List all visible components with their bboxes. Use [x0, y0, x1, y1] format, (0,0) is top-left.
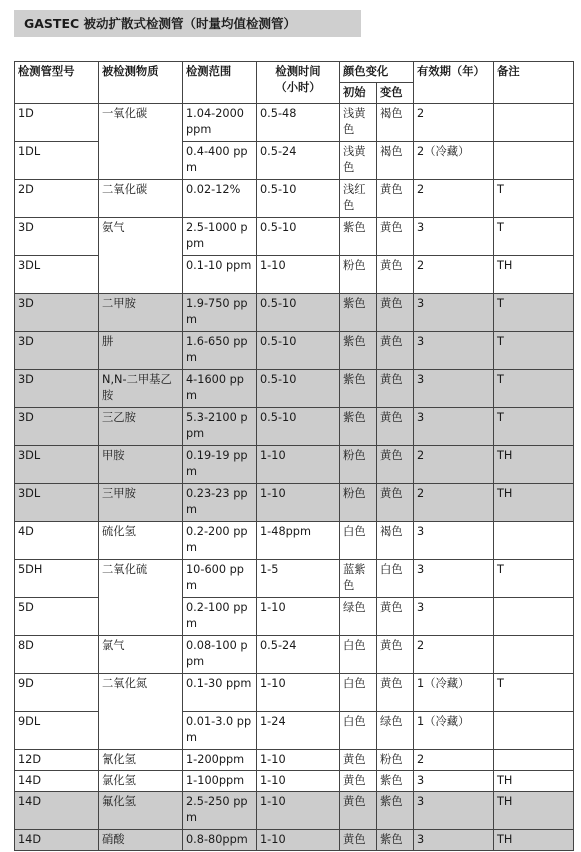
cell-color-changed: 紫色 — [377, 830, 414, 851]
cell-color-changed: 黄色 — [377, 598, 414, 636]
cell-color-changed: 黄色 — [377, 484, 414, 522]
cell-time: 1-10 — [257, 484, 340, 522]
cell-color-changed: 黄色 — [377, 332, 414, 370]
cell-substance: 二氧化硫 — [99, 560, 183, 636]
cell-model: 3D — [15, 408, 99, 446]
table-row — [15, 180, 574, 218]
cell-shelf-life: 3 — [414, 294, 494, 332]
cell-range: 0.02-12% — [183, 180, 257, 218]
table-row — [15, 560, 574, 598]
table-body — [15, 104, 574, 851]
cell-remark: T — [494, 408, 574, 446]
cell-remark — [494, 636, 574, 674]
cell-model: 3D — [15, 332, 99, 370]
cell-range: 0.8-80ppm — [183, 830, 257, 851]
cell-range: 0.2-100 ppm — [183, 598, 257, 636]
cell-color-changed: 黄色 — [377, 636, 414, 674]
cell-shelf-life: 3 — [414, 771, 494, 792]
cell-model: 9D — [15, 674, 99, 712]
cell-color-initial: 粉色 — [340, 484, 377, 522]
cell-remark — [494, 142, 574, 180]
cell-time: 1-10 — [257, 598, 340, 636]
cell-color-initial: 浅黄色 — [340, 142, 377, 180]
cell-substance: 肼 — [99, 332, 183, 370]
table-row — [15, 598, 574, 636]
cell-shelf-life: 2（冷藏） — [414, 142, 494, 180]
cell-shelf-life: 2 — [414, 104, 494, 142]
table-row — [15, 674, 574, 712]
cell-substance: 硫化氢 — [99, 522, 183, 560]
cell-shelf-life: 3 — [414, 408, 494, 446]
cell-time: 1-24 — [257, 712, 340, 750]
cell-shelf-life: 1（冷藏） — [414, 674, 494, 712]
cell-range: 0.4-400 ppm — [183, 142, 257, 180]
cell-color-changed: 紫色 — [377, 771, 414, 792]
cell-remark: T — [494, 370, 574, 408]
cell-remark: TH — [494, 771, 574, 792]
cell-color-changed: 黄色 — [377, 218, 414, 256]
cell-shelf-life: 3 — [414, 522, 494, 560]
detector-tube-table — [14, 61, 574, 851]
cell-color-initial: 黄色 — [340, 792, 377, 830]
cell-remark: TH — [494, 256, 574, 294]
cell-color-initial: 粉色 — [340, 256, 377, 294]
cell-shelf-life: 1（冷藏） — [414, 712, 494, 750]
cell-time: 1-10 — [257, 446, 340, 484]
cell-model: 3DL — [15, 484, 99, 522]
table-row — [15, 104, 574, 142]
header-color-changed: 变色 — [377, 83, 414, 104]
table-row — [15, 830, 574, 851]
cell-model: 5D — [15, 598, 99, 636]
cell-shelf-life: 3 — [414, 792, 494, 830]
cell-color-changed: 紫色 — [377, 792, 414, 830]
cell-color-initial: 粉色 — [340, 446, 377, 484]
cell-color-changed: 褐色 — [377, 104, 414, 142]
cell-shelf-life: 2 — [414, 256, 494, 294]
header-time-label: 检测时间 — [275, 65, 321, 78]
cell-color-initial: 黄色 — [340, 830, 377, 851]
cell-remark: TH — [494, 830, 574, 851]
cell-range: 5.3-2100 ppm — [183, 408, 257, 446]
cell-substance: 氨气 — [99, 218, 183, 294]
cell-color-changed: 黄色 — [377, 256, 414, 294]
header-range: 检测范围 — [183, 62, 257, 104]
cell-range: 0.19-19 ppm — [183, 446, 257, 484]
cell-color-initial: 白色 — [340, 712, 377, 750]
cell-substance: 氯气 — [99, 636, 183, 674]
cell-range: 1.9-750 ppm — [183, 294, 257, 332]
cell-model: 3D — [15, 370, 99, 408]
cell-color-changed: 黄色 — [377, 674, 414, 712]
cell-model: 1D — [15, 104, 99, 142]
cell-time: 0.5-10 — [257, 408, 340, 446]
cell-time: 0.5-10 — [257, 332, 340, 370]
cell-time: 0.5-10 — [257, 218, 340, 256]
cell-color-changed: 粉色 — [377, 750, 414, 771]
table-row — [15, 256, 574, 294]
cell-model: 14D — [15, 792, 99, 830]
cell-color-changed: 褐色 — [377, 522, 414, 560]
cell-range: 1-100ppm — [183, 771, 257, 792]
cell-remark — [494, 750, 574, 771]
cell-substance: 硝酸 — [99, 830, 183, 851]
cell-shelf-life: 2 — [414, 636, 494, 674]
table-row — [15, 771, 574, 792]
table-row — [15, 636, 574, 674]
cell-color-changed: 白色 — [377, 560, 414, 598]
cell-shelf-life: 3 — [414, 332, 494, 370]
cell-range: 0.08-100 ppm — [183, 636, 257, 674]
cell-color-changed: 黄色 — [377, 180, 414, 218]
cell-time: 0.5-24 — [257, 636, 340, 674]
cell-substance: 氟化氢 — [99, 792, 183, 830]
header-time-unit: （小时） — [275, 81, 321, 94]
cell-color-initial: 紫色 — [340, 370, 377, 408]
table-row — [15, 408, 574, 446]
cell-range: 4-1600 ppm — [183, 370, 257, 408]
cell-range: 0.1-10 ppm — [183, 256, 257, 294]
cell-model: 14D — [15, 771, 99, 792]
cell-color-initial: 浅黄色 — [340, 104, 377, 142]
cell-remark: T — [494, 294, 574, 332]
cell-time: 1-10 — [257, 674, 340, 712]
cell-model: 3DL — [15, 256, 99, 294]
cell-range: 1.04-2000 ppm — [183, 104, 257, 142]
cell-model: 12D — [15, 750, 99, 771]
cell-time: 1-10 — [257, 830, 340, 851]
cell-range: 0.1-30 ppm — [183, 674, 257, 712]
cell-remark: TH — [494, 484, 574, 522]
table-row — [15, 294, 574, 332]
cell-color-initial: 白色 — [340, 674, 377, 712]
header-color-initial: 初始 — [340, 83, 377, 104]
cell-model: 3DL — [15, 446, 99, 484]
table-row — [15, 370, 574, 408]
cell-shelf-life: 3 — [414, 598, 494, 636]
table-row — [15, 218, 574, 256]
cell-color-changed: 黄色 — [377, 408, 414, 446]
cell-time: 0.5-24 — [257, 142, 340, 180]
cell-remark — [494, 712, 574, 750]
cell-substance: 二氧化碳 — [99, 180, 183, 218]
cell-color-initial: 紫色 — [340, 408, 377, 446]
cell-substance: 一氧化碳 — [99, 104, 183, 180]
cell-range: 0.01-3.0 ppm — [183, 712, 257, 750]
header-substance: 被检测物质 — [99, 62, 183, 104]
cell-color-changed: 褐色 — [377, 142, 414, 180]
cell-shelf-life: 3 — [414, 830, 494, 851]
cell-color-initial: 绿色 — [340, 598, 377, 636]
cell-substance: 二甲胺 — [99, 294, 183, 332]
cell-range: 0.23-23 ppm — [183, 484, 257, 522]
cell-time: 0.5-10 — [257, 180, 340, 218]
table-row — [15, 142, 574, 180]
table-row — [15, 484, 574, 522]
cell-shelf-life: 2 — [414, 180, 494, 218]
cell-range: 0.2-200 ppm — [183, 522, 257, 560]
header-time — [257, 62, 340, 104]
cell-model: 8D — [15, 636, 99, 674]
cell-time: 1-10 — [257, 792, 340, 830]
cell-remark: T — [494, 332, 574, 370]
cell-substance: 甲胺 — [99, 446, 183, 484]
cell-time: 1-10 — [257, 256, 340, 294]
cell-shelf-life: 3 — [414, 560, 494, 598]
cell-color-initial: 黄色 — [340, 750, 377, 771]
cell-model: 2D — [15, 180, 99, 218]
cell-remark — [494, 598, 574, 636]
cell-shelf-life: 2 — [414, 484, 494, 522]
cell-remark: T — [494, 674, 574, 712]
cell-color-initial: 黄色 — [340, 771, 377, 792]
cell-range: 1-200ppm — [183, 750, 257, 771]
table-row — [15, 522, 574, 560]
cell-color-changed: 黄色 — [377, 370, 414, 408]
cell-shelf-life: 3 — [414, 218, 494, 256]
table-row — [15, 712, 574, 750]
cell-remark: T — [494, 560, 574, 598]
cell-remark: TH — [494, 446, 574, 484]
cell-color-initial: 紫色 — [340, 294, 377, 332]
cell-time: 1-10 — [257, 750, 340, 771]
cell-substance: 三甲胺 — [99, 484, 183, 522]
cell-model: 9DL — [15, 712, 99, 750]
cell-color-initial: 紫色 — [340, 332, 377, 370]
cell-color-changed: 黄色 — [377, 446, 414, 484]
cell-color-changed: 绿色 — [377, 712, 414, 750]
cell-time: 0.5-10 — [257, 294, 340, 332]
cell-color-initial: 白色 — [340, 522, 377, 560]
cell-range: 10-600 ppm — [183, 560, 257, 598]
cell-shelf-life: 2 — [414, 750, 494, 771]
cell-color-initial: 紫色 — [340, 218, 377, 256]
header-model: 检测管型号 — [15, 62, 99, 104]
cell-substance: 二氧化氮 — [99, 674, 183, 750]
table-row — [15, 792, 574, 830]
cell-color-initial: 白色 — [340, 636, 377, 674]
document-title: GASTEC 被动扩散式检测管（时量均值检测管） — [14, 10, 361, 37]
cell-time: 0.5-48 — [257, 104, 340, 142]
cell-model: 4D — [15, 522, 99, 560]
cell-remark: T — [494, 218, 574, 256]
table-row — [15, 446, 574, 484]
table-row — [15, 750, 574, 771]
cell-time: 1-10 — [257, 771, 340, 792]
cell-substance: N,N-二甲基乙胺 — [99, 370, 183, 408]
cell-substance: 三乙胺 — [99, 408, 183, 446]
cell-time: 1-5 — [257, 560, 340, 598]
cell-model: 3D — [15, 218, 99, 256]
cell-remark: T — [494, 180, 574, 218]
cell-model: 1DL — [15, 142, 99, 180]
cell-shelf-life: 2 — [414, 446, 494, 484]
table-header — [15, 62, 574, 104]
header-color-change: 颜色变化 — [340, 62, 414, 83]
cell-remark — [494, 104, 574, 142]
cell-model: 3D — [15, 294, 99, 332]
header-remarks: 备注 — [494, 62, 574, 104]
cell-model: 5DH — [15, 560, 99, 598]
cell-time: 0.5-10 — [257, 370, 340, 408]
cell-color-changed: 黄色 — [377, 294, 414, 332]
cell-remark: TH — [494, 792, 574, 830]
cell-color-initial: 蓝紫色 — [340, 560, 377, 598]
header-shelf-life: 有效期（年） — [414, 62, 494, 104]
cell-time: 1-48ppm — [257, 522, 340, 560]
cell-shelf-life: 3 — [414, 370, 494, 408]
table-row — [15, 332, 574, 370]
cell-range: 1.6-650 ppm — [183, 332, 257, 370]
cell-remark — [494, 522, 574, 560]
cell-substance: 氰化氢 — [99, 750, 183, 771]
cell-range: 2.5-1000 ppm — [183, 218, 257, 256]
cell-model: 14D — [15, 830, 99, 851]
cell-substance: 氯化氢 — [99, 771, 183, 792]
cell-range: 2.5-250 ppm — [183, 792, 257, 830]
cell-color-initial: 浅红色 — [340, 180, 377, 218]
